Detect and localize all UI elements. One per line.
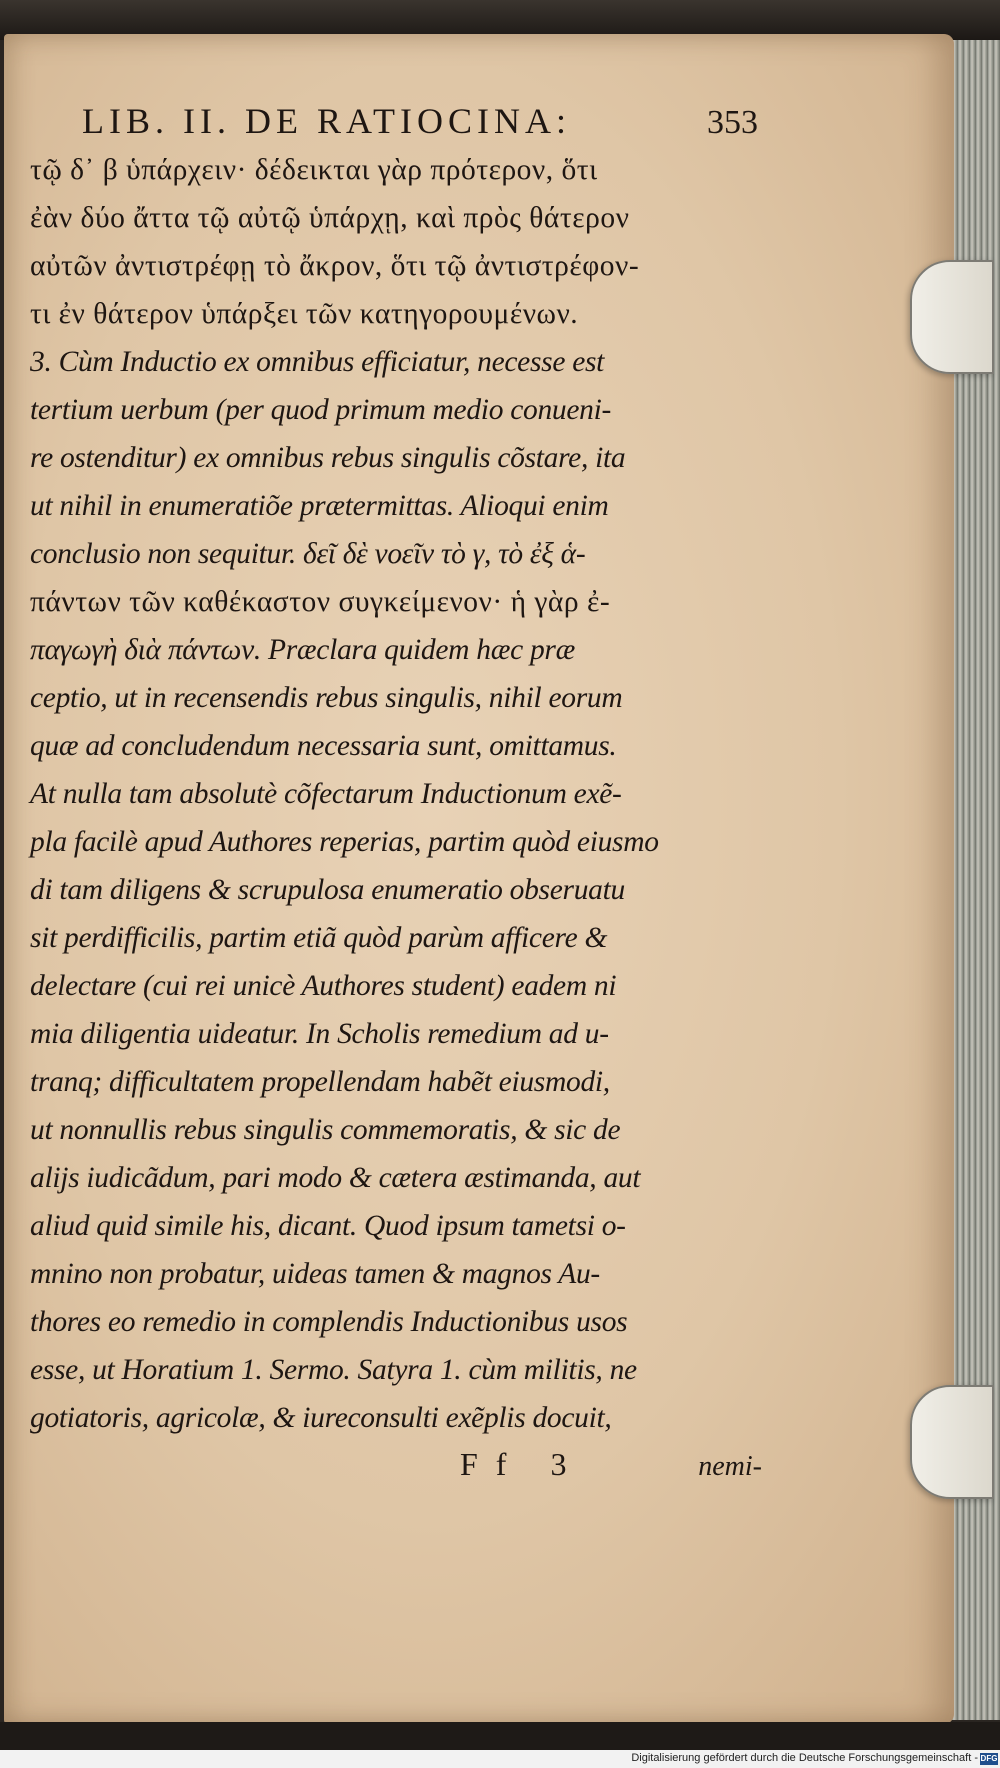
text-line: αὐτῶν ἀντιστρέφῃ τὸ ἄκρον, ὅτι τῷ ἀντιστρέφον-: [30, 250, 640, 282]
page-tab-upper: [910, 260, 994, 374]
running-title: LIB. II. DE RATIOCINA:: [82, 101, 571, 141]
body-text: [30, 146, 750, 1442]
text-line: ut nonnullis rebus singulis commemoratis, & sic de: [30, 1114, 621, 1146]
text-line: ceptio, ut in recensendis rebus singulis, nihil eorum: [30, 682, 623, 714]
text-line: pla facilè apud Authores reperias, partim quòd eiusmo: [30, 826, 659, 858]
bottom-band: [0, 1722, 1000, 1750]
text-line: gotiatoris, agricolæ, & iureconsulti exẽplis docuit,: [30, 1402, 612, 1434]
signature-mark: Ff 3: [460, 1446, 585, 1482]
text-line: alijs iudicãdum, pari modo & cætera æstimanda, aut: [30, 1162, 641, 1194]
text-line: At nulla tam absolutè cõfectarum Inductionum exẽ-: [30, 778, 622, 810]
text-line: aliud quid simile his, dicant. Quod ipsum tametsi o-: [30, 1210, 626, 1242]
credit-text: Digitalisierung gefördert durch die Deutsche Forschungsgemeinschaft -: [631, 1752, 978, 1764]
dfg-logo: DFG: [980, 1754, 998, 1763]
catchword: nemi-: [698, 1451, 762, 1482]
text-line: tranq; difficultatem propellendam habẽt eiusmodi,: [30, 1066, 610, 1098]
text-line: 3. Cùm Inductio ex omnibus efficiatur, necesse est: [30, 346, 605, 378]
text-line: conclusio non sequitur. δεῖ δὲ νοεῖν τὸ γ, τὸ ἐξ ἁ-: [30, 538, 586, 570]
text-line: παγωγὴ διὰ πάντων. Præclara quidem hæc præ: [30, 634, 575, 666]
text-line: quæ ad concludendum necessaria sunt, omittamus.: [30, 730, 617, 762]
text-line: mnino non probatur, uideas tamen & magnos Au-: [30, 1258, 600, 1290]
page-footer: [30, 1446, 762, 1483]
text-line: mia diligentia uideatur. In Scholis remedium ad u-: [30, 1018, 609, 1050]
text-line: tertium uerbum (per quod primum medio conueni-: [30, 394, 612, 426]
text-line: τι ἐν θάτερον ὑπάρξει τῶν κατηγορουμένων.: [30, 298, 579, 330]
page-text: [30, 100, 762, 1483]
text-line: esse, ut Horatium 1. Sermo. Satyra 1. cùm militis, ne: [30, 1354, 637, 1386]
page-tab-lower: [910, 1385, 994, 1499]
text-line: thores eo remedio in complendis Inductionibus usos: [30, 1306, 628, 1338]
text-line: sit perdifficilis, partim etiã quòd parùm afficere &: [30, 922, 608, 954]
text-line: delectare (cui rei unicè Authores student) eadem ni: [30, 970, 617, 1002]
text-line: re ostenditur) ex omnibus rebus singulis cõstare, ita: [30, 442, 626, 474]
text-line: ut nihil in enumeratiõe prætermittas. Alioqui enim: [30, 490, 609, 522]
text-line: di tam diligens & scrupulosa enumeratio obseruatu: [30, 874, 625, 906]
page-number: 353: [707, 104, 758, 141]
running-head: [82, 100, 758, 142]
text-line: τῷ δ᾽ β ὑπάρχειν· δέδεικται γὰρ πρότερον, ὅτι: [30, 154, 598, 186]
text-line: πάντων τῶν καθέκαστον συγκείμενον· ἡ γὰρ ἐ-: [30, 586, 611, 618]
text-line: ἐὰν δύο ἄττα τῷ αὐτῷ ὑπάρχῃ, καὶ πρὸς θάτερον: [30, 202, 630, 234]
